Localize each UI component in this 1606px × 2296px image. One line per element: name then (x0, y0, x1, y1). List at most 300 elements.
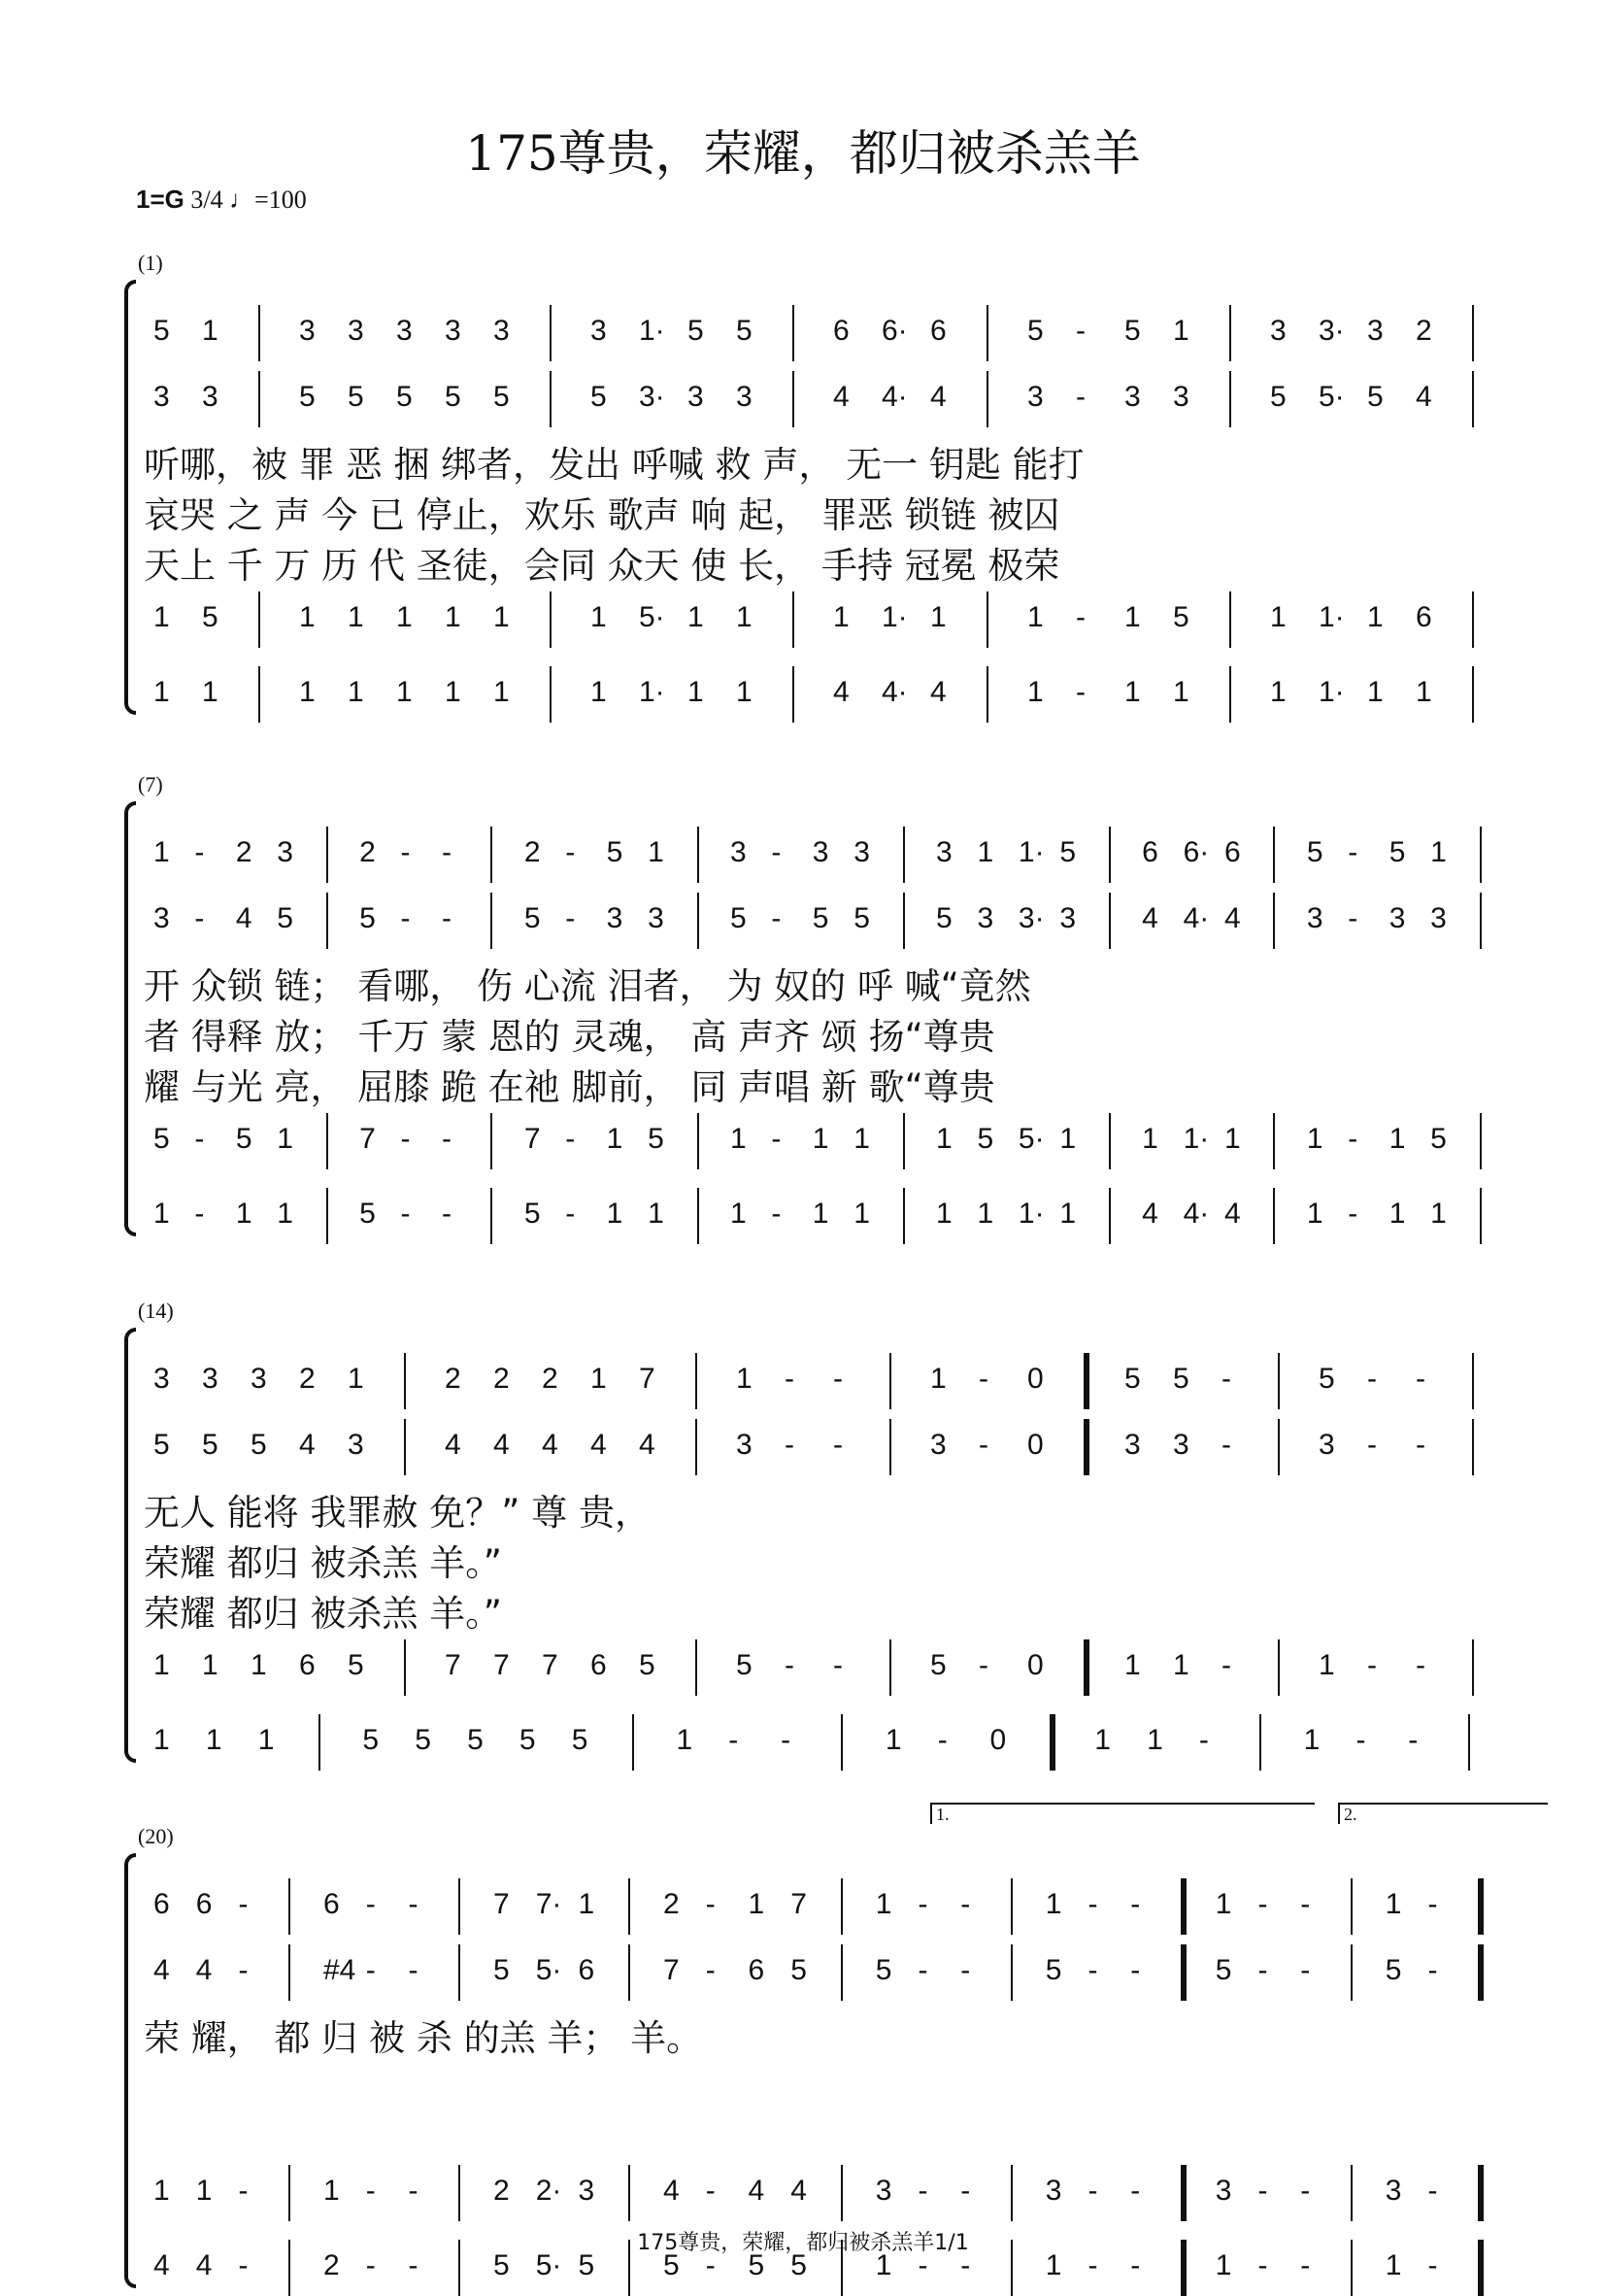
barline (697, 827, 699, 883)
voice-b-note: 0 (989, 1724, 1007, 1756)
voice-b-note: - (1427, 2249, 1438, 2281)
barline (987, 591, 988, 648)
barline (792, 305, 794, 361)
voice-t-note: 5 (235, 1123, 252, 1155)
voice-t-note: - (771, 1123, 782, 1155)
voice-s-note: 2 (523, 836, 541, 868)
barline (458, 1944, 460, 2001)
voice-b-note: - (1408, 1724, 1419, 1756)
voice-a-note: - (441, 902, 452, 934)
barline (987, 305, 988, 361)
barline (326, 1188, 328, 1244)
voice-s-note: 1 (977, 836, 994, 868)
lyric-line: 开 众锁 链； 看哪， 伤 心流 泪者， 为 奴的 呼 喊“竟然 (144, 965, 1031, 1007)
barline (1011, 1944, 1013, 2001)
voice-a-note: - (1427, 1954, 1438, 1986)
voice-s-note: 5 (1124, 315, 1141, 347)
barline (288, 2165, 290, 2221)
voice-s-note: 3 (299, 315, 316, 347)
voice-s-note: 3 (812, 836, 829, 868)
barline (841, 2165, 843, 2221)
voice-t-note: 1· (1183, 1123, 1210, 1155)
voice-a-note: 3 (736, 381, 753, 413)
voice-t-note: - (1348, 1123, 1358, 1155)
barline (550, 666, 552, 723)
voice-b-note: 1 (1385, 2249, 1402, 2281)
voice-s-note: 2 (235, 836, 252, 868)
voice-b-note: - (960, 2249, 971, 2281)
voice-s-staff (144, 1882, 1532, 1931)
voice-t-note: 1· (882, 601, 908, 633)
voice-a-note: 5 (299, 381, 316, 413)
voice-a-note: 5 (790, 1954, 807, 1986)
voice-t-note: 3 (1045, 2175, 1062, 2207)
measure-number: (14) (138, 1299, 174, 1323)
voice-t-note: 1 (153, 1649, 170, 1681)
voice-t-staff (144, 1117, 1532, 1165)
barline (404, 1639, 406, 1696)
voice-t-note: 1 (812, 1123, 829, 1155)
voice-a-note: 3· (1018, 902, 1045, 934)
voice-a-note: 5 (251, 1429, 267, 1461)
voice-a-note: 4 (1224, 902, 1241, 934)
voice-a-note: - (1130, 1954, 1141, 1986)
voice-a-note: - (1087, 1954, 1098, 1986)
voice-b-note: 1 (1367, 676, 1384, 708)
voice-s-note: 3 (348, 315, 364, 347)
voice-s-note: 1 (748, 1888, 765, 1920)
voice-t-note: - (785, 1649, 794, 1681)
voice-a-note: - (918, 1954, 928, 1986)
song-title: 175尊贵，荣耀，都归被杀羔羊 (465, 125, 1141, 182)
barline (490, 827, 492, 883)
voice-s-note: - (771, 836, 782, 868)
voice-s-note: - (194, 836, 205, 868)
barline (1478, 2165, 1484, 2221)
voice-t-note: 5 (1173, 601, 1189, 633)
voice-s-note: - (1416, 1363, 1425, 1395)
voice-t-note: 1· (1319, 601, 1345, 633)
lyric-line (144, 2059, 1532, 2108)
voice-b-note: 1 (1430, 1198, 1447, 1230)
voice-s-note: 6 (1142, 836, 1158, 868)
voice-b-staff (144, 670, 1532, 719)
voice-a-note: - (833, 1429, 843, 1461)
voice-t-note: 3 (578, 2175, 595, 2207)
voice-b-note: 1 (153, 1724, 170, 1756)
voice-b-note: 5 (415, 1724, 431, 1756)
voice-a-note: 3 (1306, 902, 1323, 934)
barline (1478, 1944, 1484, 2001)
voice-a-note: 4· (882, 381, 908, 413)
voice-t-note: 1 (606, 1123, 623, 1155)
voice-s-note: - (1087, 1888, 1098, 1920)
voice-t-note: 1 (251, 1649, 267, 1681)
barline (1278, 1353, 1280, 1409)
voice-a-note: 5 (590, 381, 607, 413)
voice-s-note: 5 (687, 315, 704, 347)
voice-a-note: - (238, 1954, 249, 1986)
voice-b-note: - (400, 1198, 411, 1230)
voice-t-note: 1 (1389, 1123, 1406, 1155)
lyric-line: 无人 能将 我罪赦 免？” 尊 贵， (144, 1492, 651, 1534)
voice-s-note: 1 (1430, 836, 1447, 868)
voice-t-note: - (194, 1123, 205, 1155)
voice-a-note: - (1348, 902, 1358, 934)
lyric-line: 荣耀 都归 被杀羔 羊。” (144, 1542, 502, 1584)
voice-b-note: 5 (663, 2249, 680, 2281)
voice-a-note: 3 (202, 381, 218, 413)
voice-t-note: 1 (1124, 1649, 1141, 1681)
voice-s-note: - (238, 1888, 249, 1920)
voice-t-note: 1 (1173, 1649, 1189, 1681)
voice-b-note: 1 (153, 1198, 170, 1230)
voice-a-note: - (979, 1429, 988, 1461)
voice-b-note: - (565, 1198, 576, 1230)
voice-a-note: 5 (359, 902, 376, 934)
voice-b-note: 1 (676, 1724, 693, 1756)
voice-a-note: - (1257, 1954, 1268, 1986)
voice-t-note: 4 (663, 2175, 680, 2207)
voice-b-note: 1 (1094, 1724, 1111, 1756)
voice-s-note: 6 (833, 315, 850, 347)
voice-s-note: - (705, 1888, 716, 1920)
voice-a-note: 3 (348, 1429, 364, 1461)
voice-a-note: 5 (202, 1429, 218, 1461)
score-system (115, 1299, 1542, 1765)
voice-s-note: 3 (396, 315, 413, 347)
barline (792, 591, 794, 648)
voice-s-note: - (1076, 315, 1086, 347)
voice-a-note: 3 (1059, 902, 1077, 934)
voice-a-note: 5 (1045, 1954, 1062, 1986)
voice-b-note: - (1300, 2249, 1311, 2281)
voice-s-note: 1 (578, 1888, 595, 1920)
voice-b-note: 1 (1270, 676, 1287, 708)
barline (1351, 2165, 1353, 2221)
barline (628, 1944, 630, 2001)
voice-a-staff (144, 896, 1532, 945)
voice-t-note: 7 (523, 1123, 541, 1155)
voice-s-note: - (1348, 836, 1358, 868)
barline (903, 1113, 905, 1169)
voice-a-note: 5 (1385, 1954, 1402, 1986)
voice-a-note: - (565, 902, 576, 934)
barline (458, 1878, 460, 1935)
voice-s-note: 1 (1385, 1888, 1402, 1920)
voice-t-note: - (833, 1649, 843, 1681)
voice-b-note: - (781, 1724, 791, 1756)
voice-t-note: 5 (639, 1649, 655, 1681)
barline (1278, 1419, 1280, 1475)
voice-b-note: 1 (875, 2249, 892, 2281)
voice-a-note: 4 (153, 1954, 170, 1986)
barline (550, 371, 552, 427)
voice-t-note: 4 (790, 2175, 807, 2207)
voice-t-note: 1 (277, 1123, 293, 1155)
voice-a-note: 3 (648, 902, 664, 934)
barline (1472, 371, 1474, 427)
voice-s-note: 3 (590, 315, 607, 347)
voice-t-note: 1 (930, 601, 947, 633)
voice-b-note: 5 (359, 1198, 376, 1230)
voice-s-note: 6 (930, 315, 947, 347)
voice-s-note: - (918, 1888, 928, 1920)
barline (1084, 1353, 1089, 1409)
voice-b-note: 4· (1183, 1198, 1210, 1230)
voice-s-note: - (400, 836, 411, 868)
voice-a-note: 3 (1124, 1429, 1141, 1461)
voice-t-note: 1 (1224, 1123, 1241, 1155)
barline (1351, 1878, 1353, 1935)
voice-b-note: 1 (202, 676, 218, 708)
voice-s-note: 1 (1045, 1888, 1062, 1920)
voice-s-note: 2 (493, 1363, 510, 1395)
score-system (115, 772, 1542, 1238)
voice-b-note: 1 (277, 1198, 293, 1230)
barline (1472, 1419, 1474, 1475)
second-ending: 2. (1338, 1803, 1548, 1824)
barline (1050, 1714, 1055, 1771)
voice-a-note: 4 (1142, 902, 1158, 934)
voice-a-note: 0 (1027, 1429, 1044, 1461)
voice-s-note: - (1221, 1363, 1231, 1395)
voice-s-note: 2 (1416, 315, 1432, 347)
voice-b-note: - (771, 1198, 782, 1230)
voice-b-note: 1 (1306, 1198, 1323, 1230)
voice-a-note: 4 (299, 1429, 316, 1461)
voice-b-note: - (728, 1724, 739, 1756)
voice-b-note: - (1087, 2249, 1098, 2281)
voice-a-note: 5 (1367, 381, 1384, 413)
voice-t-note: 2 (493, 2175, 510, 2207)
barline (903, 827, 905, 883)
voice-b-note: - (918, 2249, 928, 2281)
barline (490, 893, 492, 949)
voice-t-note: 4 (748, 2175, 765, 2207)
system-bracket (124, 280, 136, 715)
voice-b-note: 5 (493, 2249, 510, 2281)
lyric-line: 耀 与光 亮， 屈膝 跪 在祂 脚前， 同 声唱 新 歌“尊贵 (144, 1066, 995, 1108)
voice-s-note: 5 (1027, 315, 1044, 347)
voice-t-note: - (1130, 2175, 1141, 2207)
voice-s-note: 3 (729, 836, 747, 868)
voice-b-note: 1 (936, 1198, 953, 1230)
barline (1278, 1639, 1280, 1696)
barline (1181, 2165, 1187, 2221)
voice-b-note: 5 (571, 1724, 588, 1756)
voice-s-note: 1 (736, 1363, 753, 1395)
voice-a-note: 3 (1124, 381, 1141, 413)
voice-s-note: 3 (251, 1363, 267, 1395)
barline (1181, 1944, 1187, 2001)
voice-a-note: #4 (323, 1954, 356, 1986)
voice-b-note: 5 (748, 2249, 765, 2281)
voice-s-note: 3 (202, 1363, 218, 1395)
barline (841, 1944, 843, 2001)
barline (1480, 827, 1482, 883)
voice-s-note: 5 (1306, 836, 1323, 868)
voice-a-note: - (960, 1954, 971, 1986)
voice-s-note: - (565, 836, 576, 868)
voice-b-note: - (441, 1198, 452, 1230)
voice-s-note: 5 (736, 315, 753, 347)
voice-a-note: 4 (445, 1429, 461, 1461)
voice-b-note: 1 (235, 1198, 252, 1230)
system-bracket (124, 1328, 136, 1763)
voice-s-note: 3 (277, 836, 293, 868)
voice-t-note: 1 (853, 1123, 870, 1155)
barline (1468, 1714, 1470, 1771)
barline (1472, 666, 1474, 723)
voice-a-note: 5 (348, 381, 364, 413)
voice-a-note: 3 (1430, 902, 1447, 934)
voice-b-staff (144, 1718, 1532, 1767)
voice-a-note: - (1076, 381, 1086, 413)
barline (628, 2165, 630, 2221)
voice-s-note: - (960, 1888, 971, 1920)
barline (628, 1878, 630, 1935)
voice-a-note: 3 (606, 902, 623, 934)
barline (1109, 1113, 1111, 1169)
voice-s-note: - (979, 1363, 988, 1395)
barline (1109, 1188, 1111, 1244)
voice-t-note: 1 (590, 601, 607, 633)
score-system (115, 251, 1542, 717)
voice-t-note: - (1367, 1649, 1377, 1681)
barline (841, 1878, 843, 1935)
barline (1472, 591, 1474, 648)
voice-s-note: 6 (1224, 836, 1241, 868)
barline (1109, 827, 1111, 883)
barline (550, 305, 552, 361)
barline (1084, 1639, 1089, 1696)
barline (1229, 591, 1231, 648)
barline (1472, 305, 1474, 361)
voice-b-note: 1 (1215, 2249, 1232, 2281)
barline (987, 371, 988, 427)
barline (1229, 305, 1231, 361)
barline (1109, 893, 1111, 949)
voice-t-note: - (1300, 2175, 1311, 2207)
lyric-line: 荣耀 都归 被杀羔 羊。” (144, 1593, 502, 1635)
voice-t-staff (144, 2169, 1532, 2217)
barline (987, 666, 988, 723)
barline (550, 591, 552, 648)
voice-a-note: 4 (493, 1429, 510, 1461)
voice-s-note: 1 (202, 315, 218, 347)
barline (697, 1113, 699, 1169)
voice-s-note: 5 (1059, 836, 1077, 868)
voice-s-note: 2 (542, 1363, 558, 1395)
voice-b-note: - (1257, 2249, 1268, 2281)
voice-b-note: 1· (1018, 1198, 1045, 1230)
barline (889, 1419, 891, 1475)
voice-a-note: 5 (875, 1954, 892, 1986)
measure-number: (20) (138, 1824, 174, 1848)
voice-s-note: 5 (1319, 1363, 1335, 1395)
barline (1472, 1639, 1474, 1696)
voice-a-note: 5 (936, 902, 953, 934)
voice-a-staff (144, 375, 1532, 423)
voice-a-note: - (400, 902, 411, 934)
voice-b-note: 4 (833, 676, 850, 708)
voice-t-note: 5 (202, 601, 218, 633)
voice-s-note: 2 (359, 836, 376, 868)
voice-t-note: 6 (590, 1649, 607, 1681)
voice-t-note: - (960, 2175, 971, 2207)
voice-b-note: 4 (195, 2249, 213, 2281)
voice-t-note: 1 (195, 2175, 213, 2207)
voice-a-note: 3 (977, 902, 994, 934)
barline (288, 1878, 290, 1935)
voice-b-note: 1 (445, 676, 461, 708)
voice-t-note: 5 (930, 1649, 947, 1681)
voice-a-note: 5 (729, 902, 747, 934)
voice-s-note: - (833, 1363, 843, 1395)
barline (695, 1353, 697, 1409)
voice-t-note: - (238, 2175, 249, 2207)
barline (695, 1639, 697, 1696)
barline (288, 1944, 290, 2001)
voice-s-note: - (785, 1363, 794, 1395)
score-system (115, 1805, 1542, 2290)
voice-s-note: - (408, 1888, 418, 1920)
system-bracket (124, 801, 136, 1236)
voice-a-note: 3 (1389, 902, 1406, 934)
voice-s-note: 3 (936, 836, 953, 868)
voice-a-note: 3· (639, 381, 665, 413)
voice-b-note: 1 (885, 1724, 902, 1756)
lyric-line: 天上 千 万 历 代 圣徒，会同 众天 使 长， 手持 冠冕 极荣 (144, 545, 1060, 587)
voice-b-note: 1 (977, 1198, 994, 1230)
voice-s-note: - (365, 1888, 376, 1920)
voice-t-note: - (705, 2175, 716, 2207)
voice-t-note: 1 (729, 1123, 747, 1155)
barline (1181, 1878, 1187, 1935)
voice-a-note: 5 (493, 1954, 510, 1986)
voice-b-note: 5 (578, 2249, 595, 2281)
voice-t-note: 3 (875, 2175, 892, 2207)
voice-t-note: 2· (535, 2175, 562, 2207)
voice-b-note: 1 (606, 1198, 623, 1230)
voice-t-note: 1 (1124, 601, 1141, 633)
voice-t-note: 5· (639, 601, 665, 633)
barline (458, 2165, 460, 2221)
voice-b-note: 5 (790, 2249, 807, 2281)
voice-a-note: 5 (153, 1429, 170, 1461)
voice-b-note: 1 (205, 1724, 222, 1756)
voice-b-note: 1 (1303, 1724, 1321, 1756)
barline (326, 893, 328, 949)
voice-t-note: 5· (1018, 1123, 1045, 1155)
voice-t-note: - (1257, 2175, 1268, 2207)
voice-s-note: 5 (153, 315, 170, 347)
barline (1084, 1419, 1089, 1475)
barline (1273, 1188, 1275, 1244)
voice-a-note: - (365, 1954, 376, 1986)
voice-a-note: 3 (736, 1429, 753, 1461)
voice-s-note: - (1367, 1363, 1377, 1395)
voice-t-note: 1 (936, 1123, 953, 1155)
barline (889, 1353, 891, 1409)
barline (792, 371, 794, 427)
voice-b-note: - (1130, 2249, 1141, 2281)
voice-t-note: 1 (153, 2175, 170, 2207)
barline (632, 1714, 634, 1771)
voice-t-note: 1 (1306, 1123, 1323, 1155)
voice-b-note: 1 (348, 676, 364, 708)
